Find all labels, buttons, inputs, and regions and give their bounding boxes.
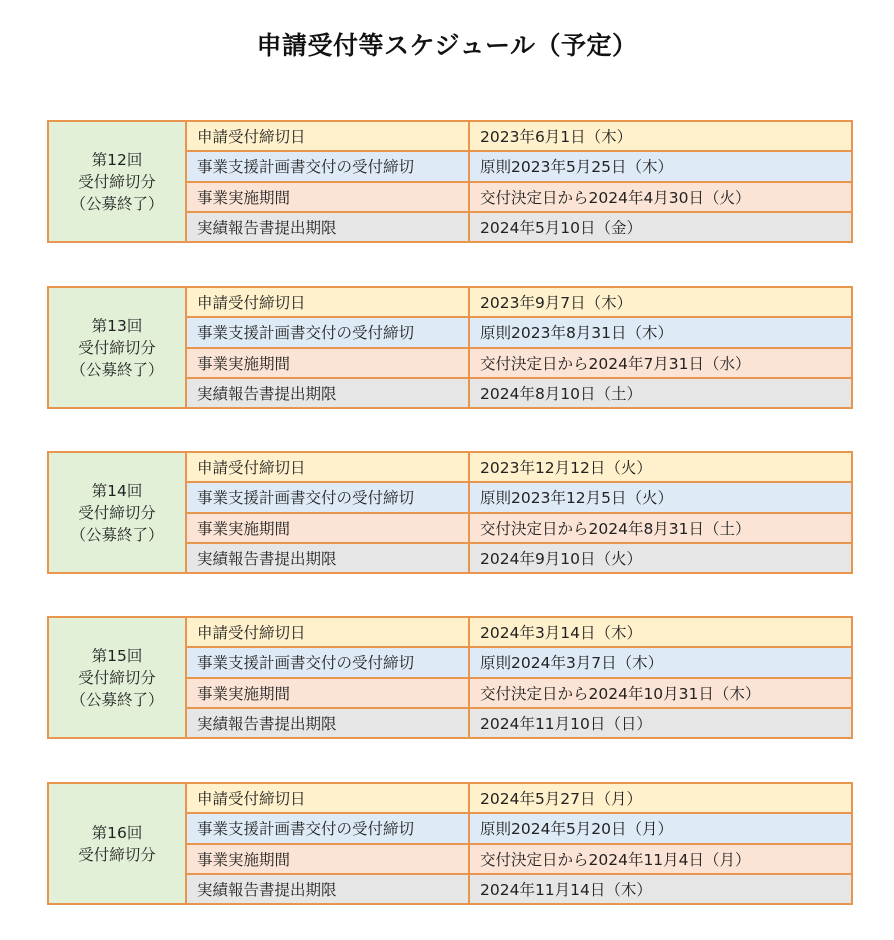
round-cell bbox=[49, 288, 187, 407]
row-value: 2024年9月10日（火） bbox=[480, 549, 643, 568]
row-value: 2024年5月27日（月） bbox=[480, 790, 643, 809]
round-cell bbox=[49, 784, 187, 903]
row-value: 2023年6月1日（木） bbox=[480, 128, 633, 147]
schedule-rows bbox=[187, 288, 851, 407]
row-label: 実績報告書提出期限 bbox=[187, 544, 470, 572]
table-row bbox=[187, 453, 851, 483]
row-label: 事業支援計画書交付の受付締切 bbox=[187, 814, 470, 842]
round-cutoff-label: 受付締切分 bbox=[78, 668, 156, 687]
row-label: 申請受付締切日 bbox=[187, 453, 470, 481]
row-value: 交付決定日から2024年7月31日（水） bbox=[480, 354, 751, 373]
row-label: 実績報告書提出期限 bbox=[187, 709, 470, 737]
schedule-block-round-13 bbox=[47, 286, 853, 409]
table-row bbox=[187, 875, 851, 903]
table-row bbox=[187, 122, 851, 152]
row-label: 申請受付締切日 bbox=[187, 784, 470, 812]
row-label: 事業実施期間 bbox=[187, 679, 470, 707]
row-value: 原則2023年8月31日（木） bbox=[480, 324, 674, 343]
table-row bbox=[187, 288, 851, 318]
table-row bbox=[187, 483, 851, 513]
row-value: 2024年8月10日（土） bbox=[480, 384, 643, 403]
table-row bbox=[187, 845, 851, 875]
table-row bbox=[187, 544, 851, 572]
row-value: 原則2024年3月7日（木） bbox=[480, 654, 664, 673]
row-value: 2024年5月10日（金） bbox=[480, 218, 643, 237]
row-value: 2024年3月14日（木） bbox=[480, 624, 643, 643]
table-row bbox=[187, 709, 851, 737]
page-title: 申請受付等スケジュール（予定） bbox=[256, 31, 638, 60]
round-number: 第13回 bbox=[91, 316, 143, 335]
round-status: （公募終了） bbox=[70, 194, 164, 213]
row-value: 交付決定日から2024年4月30日（火） bbox=[480, 188, 751, 207]
schedule-block-round-14 bbox=[47, 451, 853, 574]
row-label: 事業支援計画書交付の受付締切 bbox=[187, 483, 470, 511]
round-number: 第15回 bbox=[91, 646, 143, 665]
round-status: （公募終了） bbox=[70, 525, 164, 544]
table-row bbox=[187, 318, 851, 348]
round-number: 第12回 bbox=[91, 150, 143, 169]
round-cell bbox=[49, 618, 187, 737]
schedule-block-round-16 bbox=[47, 782, 853, 905]
row-label: 申請受付締切日 bbox=[187, 618, 470, 646]
round-cell bbox=[49, 122, 187, 241]
row-label: 実績報告書提出期限 bbox=[187, 875, 470, 903]
table-row bbox=[187, 379, 851, 407]
row-value: 2023年9月7日（木） bbox=[480, 294, 633, 313]
table-row bbox=[187, 814, 851, 844]
row-value: 2024年11月10日（日） bbox=[480, 714, 652, 733]
round-cutoff-label: 受付締切分 bbox=[78, 503, 156, 522]
row-value: 2023年12月12日（火） bbox=[480, 459, 652, 478]
row-label: 事業実施期間 bbox=[187, 349, 470, 377]
row-value: 交付決定日から2024年11月4日（月） bbox=[480, 850, 751, 869]
table-row bbox=[187, 213, 851, 241]
row-label: 実績報告書提出期限 bbox=[187, 379, 470, 407]
row-label: 事業支援計画書交付の受付締切 bbox=[187, 318, 470, 346]
table-row bbox=[187, 618, 851, 648]
row-value: 交付決定日から2024年8月31日（土） bbox=[480, 519, 751, 538]
table-row bbox=[187, 648, 851, 678]
schedule-rows bbox=[187, 453, 851, 572]
row-value: 原則2023年12月5日（火） bbox=[480, 489, 674, 508]
row-value: 原則2024年5月20日（月） bbox=[480, 820, 674, 839]
row-label: 事業支援計画書交付の受付締切 bbox=[187, 648, 470, 676]
schedule-rows bbox=[187, 122, 851, 241]
table-row bbox=[187, 514, 851, 544]
table-row bbox=[187, 183, 851, 213]
round-number: 第16回 bbox=[91, 823, 143, 842]
row-label: 申請受付締切日 bbox=[187, 122, 470, 150]
row-label: 実績報告書提出期限 bbox=[187, 213, 470, 241]
row-value: 2024年11月14日（木） bbox=[480, 880, 652, 899]
schedule-block-round-15 bbox=[47, 616, 853, 739]
row-label: 事業実施期間 bbox=[187, 514, 470, 542]
round-status: （公募終了） bbox=[70, 690, 164, 709]
round-cutoff-label: 受付締切分 bbox=[78, 845, 156, 864]
row-value: 原則2023年5月25日（木） bbox=[480, 158, 674, 177]
row-label: 申請受付締切日 bbox=[187, 288, 470, 316]
row-label: 事業実施期間 bbox=[187, 183, 470, 211]
row-value: 交付決定日から2024年10月31日（木） bbox=[480, 684, 761, 703]
schedule-rows bbox=[187, 784, 851, 903]
table-row bbox=[187, 784, 851, 814]
round-number: 第14回 bbox=[91, 481, 143, 500]
table-row bbox=[187, 349, 851, 379]
row-label: 事業支援計画書交付の受付締切 bbox=[187, 152, 470, 180]
schedule-block-round-12 bbox=[47, 120, 853, 243]
table-row bbox=[187, 679, 851, 709]
table-row bbox=[187, 152, 851, 182]
row-label: 事業実施期間 bbox=[187, 845, 470, 873]
round-status: （公募終了） bbox=[70, 360, 164, 379]
round-cutoff-label: 受付締切分 bbox=[78, 338, 156, 357]
schedule-rows bbox=[187, 618, 851, 737]
round-cutoff-label: 受付締切分 bbox=[78, 172, 156, 191]
round-cell bbox=[49, 453, 187, 572]
